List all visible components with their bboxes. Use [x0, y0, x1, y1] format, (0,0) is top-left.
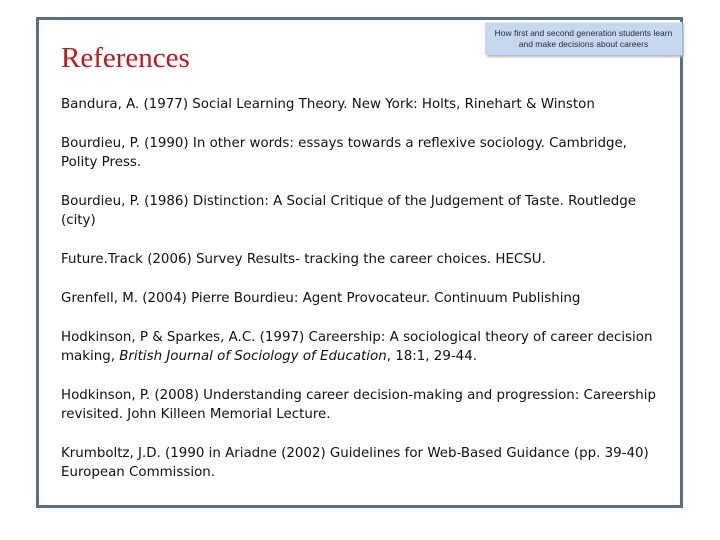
- reference-item: [61, 328, 661, 366]
- reference-item: Bandura, A. (1977) Social Learning Theory. New York: Holts, Rinehart & Winston: [61, 97, 595, 112]
- journal-title: British Journal of Sociology of Education: [119, 349, 387, 364]
- subtitle-text: How first and second generation students learn and make decisions about careers: [494, 28, 673, 49]
- reference-item: Hodkinson, P. (2008) Understanding career decision-making and progression: Careership revisited. John Killeen Memorial Lecture.: [61, 388, 656, 422]
- page-title: References: [61, 42, 190, 74]
- reference-item: Bourdieu, P. (1986) Distinction: A Social Critique of the Judgement of Taste. Routledge (city): [61, 194, 637, 228]
- reference-item: Grenfell, M. (2004) Pierre Bourdieu: Agent Provocateur. Continuum Publishing: [61, 291, 581, 306]
- reference-item: Bourdieu, P. (1990) In other words: essays towards a reflexive sociology. Cambridge, Polity Press.: [61, 136, 627, 170]
- subtitle-banner: [485, 22, 682, 55]
- reference-item: Krumboltz, J.D. (1990 in Ariadne (2002) Guidelines for Web-Based Guidance (pp. 39-40) European Commission.: [61, 446, 649, 480]
- reference-text: Hodkinson, P & Sparkes, A.C. (1997) Careership: A sociological theory of career decision making,: [61, 330, 653, 364]
- reference-list: [61, 95, 661, 502]
- reference-text: , 18:1, 29-44.: [386, 349, 477, 364]
- reference-item: Future.Track (2006) Survey Results- tracking the career choices. HECSU.: [61, 252, 546, 267]
